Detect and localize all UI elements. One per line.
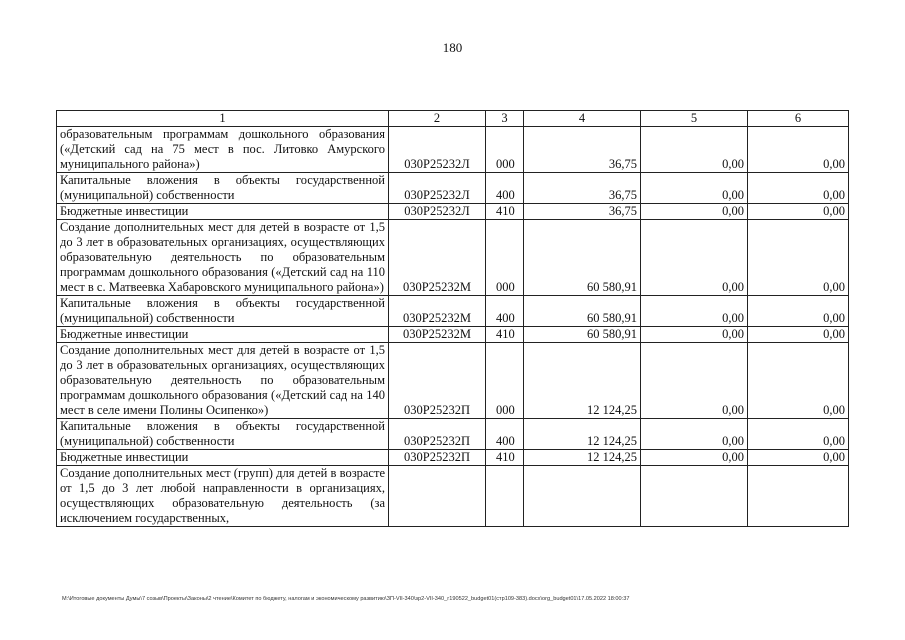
row-name: Создание дополнительных мест для детей в возрасте от 1,5 до 3 лет в образовательных организациях, осуществляющих образовательную деятельность по образовательным программам дошкольного образования («Детский сад на 140 мест в селе имени Полины Осипенко») bbox=[57, 343, 389, 419]
row-expense-type: 000 bbox=[486, 343, 524, 419]
row-name: Капитальные вложения в объекты государственной (муниципальной) собственности bbox=[57, 173, 389, 204]
row-amount-col5: 0,00 bbox=[641, 127, 748, 173]
column-header-4: 4 bbox=[524, 111, 641, 127]
table-row bbox=[57, 419, 849, 450]
row-amount-col5: 0,00 bbox=[641, 204, 748, 220]
row-amount-col5: 0,00 bbox=[641, 450, 748, 466]
row-amount-col5: 0,00 bbox=[641, 343, 748, 419]
table-row bbox=[57, 127, 849, 173]
column-header-3: 3 bbox=[486, 111, 524, 127]
row-name: Бюджетные инвестиции bbox=[57, 327, 389, 343]
row-amount-col5: 0,00 bbox=[641, 220, 748, 296]
row-amount-col4: 12 124,25 bbox=[524, 343, 641, 419]
row-amount-col5: 0,00 bbox=[641, 173, 748, 204]
row-amount-col4: 60 580,91 bbox=[524, 220, 641, 296]
row-name: Капитальные вложения в объекты государственной (муниципальной) собственности bbox=[57, 419, 389, 450]
row-amount-col4: 36,75 bbox=[524, 204, 641, 220]
row-target-code: 030Р25232М bbox=[389, 220, 486, 296]
row-expense-type bbox=[486, 466, 524, 527]
row-target-code: 030Р25232М bbox=[389, 296, 486, 327]
row-expense-type: 400 bbox=[486, 296, 524, 327]
row-name: Бюджетные инвестиции bbox=[57, 204, 389, 220]
row-amount-col4: 36,75 bbox=[524, 127, 641, 173]
column-header-5: 5 bbox=[641, 111, 748, 127]
table-row bbox=[57, 173, 849, 204]
row-amount-col6: 0,00 bbox=[748, 204, 849, 220]
row-amount-col4: 36,75 bbox=[524, 173, 641, 204]
table-row bbox=[57, 343, 849, 419]
row-amount-col6 bbox=[748, 466, 849, 527]
row-target-code bbox=[389, 466, 486, 527]
table-header-row bbox=[57, 111, 849, 127]
row-target-code: 030Р25232Л bbox=[389, 204, 486, 220]
row-name: Бюджетные инвестиции bbox=[57, 450, 389, 466]
row-amount-col5: 0,00 bbox=[641, 296, 748, 327]
row-amount-col6: 0,00 bbox=[748, 127, 849, 173]
row-name: Капитальные вложения в объекты государственной (муниципальной) собственности bbox=[57, 296, 389, 327]
row-expense-type: 400 bbox=[486, 173, 524, 204]
column-header-1: 1 bbox=[57, 111, 389, 127]
row-target-code: 030Р25232Л bbox=[389, 127, 486, 173]
table-row bbox=[57, 466, 849, 527]
table-row bbox=[57, 220, 849, 296]
table-row bbox=[57, 450, 849, 466]
column-header-2: 2 bbox=[389, 111, 486, 127]
row-target-code: 030Р25232П bbox=[389, 450, 486, 466]
page-number: 180 bbox=[442, 40, 463, 55]
row-expense-type: 000 bbox=[486, 127, 524, 173]
row-expense-type: 410 bbox=[486, 204, 524, 220]
row-expense-type: 400 bbox=[486, 419, 524, 450]
row-expense-type: 410 bbox=[486, 327, 524, 343]
row-amount-col4: 12 124,25 bbox=[524, 450, 641, 466]
row-amount-col6: 0,00 bbox=[748, 296, 849, 327]
row-amount-col4: 12 124,25 bbox=[524, 419, 641, 450]
row-name: Создание дополнительных мест (групп) для детей в возрасте от 1,5 до 3 лет любой направленности в организациях, осуществляющих образовательную деятельность (за исключением государственных, bbox=[57, 466, 389, 527]
row-amount-col5: 0,00 bbox=[641, 419, 748, 450]
row-amount-col5: 0,00 bbox=[641, 327, 748, 343]
row-target-code: 030Р25232М bbox=[389, 327, 486, 343]
table-row bbox=[57, 204, 849, 220]
budget-table bbox=[56, 110, 849, 527]
row-amount-col6: 0,00 bbox=[748, 173, 849, 204]
row-target-code: 030Р25232П bbox=[389, 343, 486, 419]
row-target-code: 030Р25232П bbox=[389, 419, 486, 450]
row-amount-col6: 0,00 bbox=[748, 450, 849, 466]
row-amount-col6: 0,00 bbox=[748, 327, 849, 343]
document-footer-path: М:\Итоговые документы Думы\7 созыв\Проекты\Законы\2 чтение\Комитет по бюджету, налогам и экономическому развитию\ЗП-VII-340\зр2-VII-340_г190522_budget01(стр109-383).docx\org_budget01\17.05.2022 18:00:37 bbox=[62, 596, 630, 602]
row-amount-col6: 0,00 bbox=[748, 220, 849, 296]
row-amount-col6: 0,00 bbox=[748, 343, 849, 419]
row-expense-type: 410 bbox=[486, 450, 524, 466]
row-amount-col4: 60 580,91 bbox=[524, 296, 641, 327]
row-amount-col4 bbox=[524, 466, 641, 527]
row-target-code: 030Р25232Л bbox=[389, 173, 486, 204]
row-amount-col5 bbox=[641, 466, 748, 527]
row-name: образовательным программам дошкольного образования («Детский сад на 75 мест в пос. Литовко Амурского муниципального района») bbox=[57, 127, 389, 173]
column-header-6: 6 bbox=[748, 111, 849, 127]
row-amount-col6: 0,00 bbox=[748, 419, 849, 450]
row-name: Создание дополнительных мест для детей в возрасте от 1,5 до 3 лет в образовательных организациях, осуществляющих образовательную деятельность по образовательным программам дошкольного образования («Детский сад на 110 мест в с. Матвеевка Хабаровского муниципального района») bbox=[57, 220, 389, 296]
table-row bbox=[57, 327, 849, 343]
row-amount-col4: 60 580,91 bbox=[524, 327, 641, 343]
row-expense-type: 000 bbox=[486, 220, 524, 296]
table-row bbox=[57, 296, 849, 327]
